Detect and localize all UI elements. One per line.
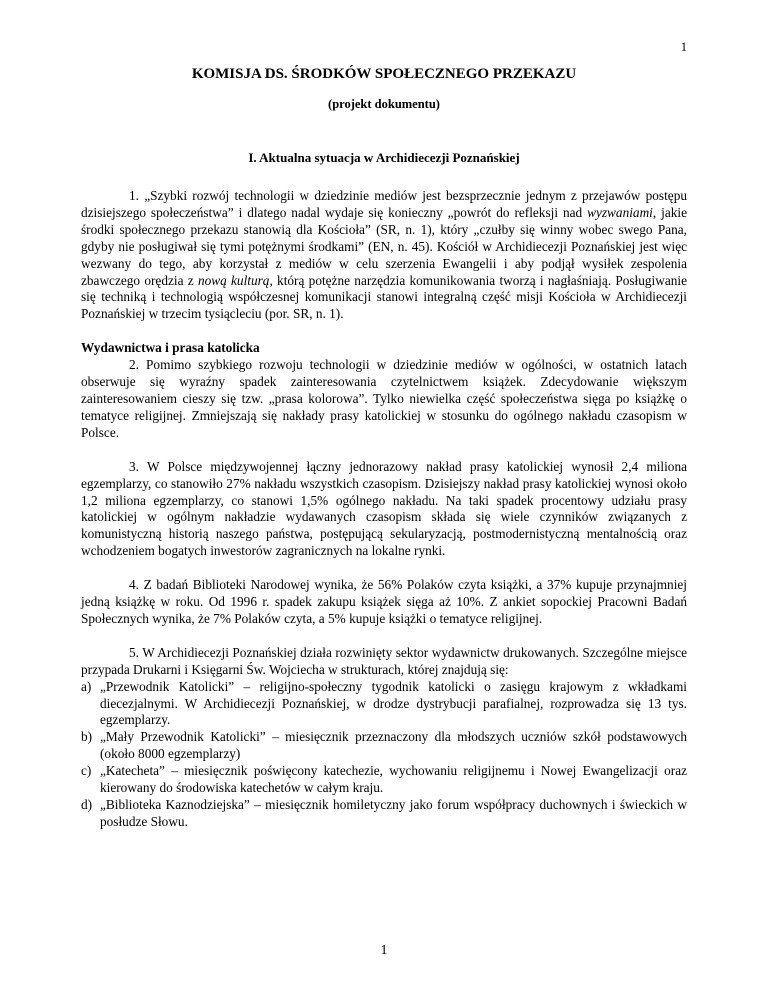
page-number-bottom: 1 [380,942,388,957]
list-item-text: „Biblioteka Kaznodziejska” – miesięcznik homiletyczny jako forum współpracy duchownych i świeckich w posłudze Słowu. [100,797,687,829]
list-item-text: „Mały Przewodnik Katolicki” – miesięcznik przeznaczony dla młodszych uczniów szkół podstawowych (około 8000 egzemplarzy) [100,729,687,762]
list-item [81,729,687,763]
paragraph-2: 2. Pomimo szybkiego rozwoju technologii w dziedzinie mediów w ogólności, w ostatnich latach obserwuje się wyraźny spadek zainteresowania czytelnictwem książek. Zdecydowanie większym zainteresowaniem cieszy się tzw. „prasa kolorowa”. Tylko niewielka część społeczeństwa sięga po książkę o tematyce religijnej. Zmniejszają się nakłady prasy katolickiej w stosunku do ogólnego nakładu czasopism w Polsce. [81,357,687,440]
publications-list [81,679,687,831]
list-item-label: a) [81,678,92,694]
document-subtitle: (projekt dokumentu) [328,97,440,111]
paragraph-1-part-a: 1. „Szybki rozwój technologii w dziedzinie mediów jest bezsprzecznie jednym z przejawów postępu dzisiejszego społeczeństwa” i dlatego nadal wydaje się konieczny „powrót do refleksji nad [81,188,687,220]
list-item [81,679,687,730]
paragraph-3: 3. W Polsce międzywojennej łączny jednorazowy nakład prasy katolickiej wynosił 2,4 miliona egzemplarzy, co stanowiło 27% nakładu wszystkich czasopism. Dzisiejszy nakład prasy katolickiej wynosi około 1,2 miliona egzemplarzy, co stanowi 1,5% ogólnego nakładu. Na taki spadek procentowy udziału prasy katolickiej w ogólnym nakładzie wydawanych czasopism składa się wiele czynników związanych z komunistyczną historią naszego państwa, postępującą sekularyzacją, postmodernistyczną mentalnością oraz wchodzeniem bogatych inwestorów zagranicznych na lokalne rynki. [81,458,687,559]
list-item-label: b) [81,729,93,745]
document-body [81,188,687,831]
list-item [81,763,687,797]
heading-wydawnictwa: Wydawnictwa i prasa katolicka [81,340,260,356]
paragraph-4: 4. Z badań Biblioteki Narodowej wynika, że 56% Polaków czyta książki, a 37% kupuje przynajmniej jedną książkę w roku. Od 1996 r. spadek zakupu książek sięga aż 10%. Z ankiet sopockiej Pracowni Badań Społecznych wynika, że 7% Polaków czyta, a 5% kupuje książki o tematyce religijnej. [81,577,687,626]
list-item-text: „Katecheta” – miesięcznik poświęcony katechezie, wychowaniu religijnemu i Nowej Ewangelizacji oraz kierowany do środowiska katechetów w całym kraju. [100,763,687,796]
list-item [81,797,687,831]
emphasis-wyzwaniami: wyzwaniami [587,204,653,220]
page-number-top: 1 [680,40,687,54]
paragraph-5: 5. W Archidiecezji Poznańskiej działa rozwinięty sektor wydawnictw drukowanych. Szczególne miejsce przypada Drukarni i Księgarni Św. Wojciecha w strukturach, której znajdują się: [81,644,687,677]
list-item-label: d) [81,797,93,812]
list-item-label: c) [81,763,92,779]
paragraph-1 [81,188,687,323]
section-title: I. Aktualna sytuacja w Archidiecezji Poznańskiej [248,150,520,165]
emphasis-nowa-kultura: nową kulturą [197,272,270,288]
list-item-text: „Przewodnik Katolicki” – religijno-społeczny tygodnik katolicki o zasięgu krajowym z wkładkami diecezjalnymi. W Archidiecezji Poznańskiej, w drodze dystrybucji parafialnej, rozprowadza się 13 tys. egzemplarzy. [100,678,687,728]
document-title: KOMISJA DS. ŚRODKÓW SPOŁECZNEGO PRZEKAZU [191,66,577,82]
paragraph-1-part-e: , którą potężne narzędzia komunikowania tworzą i nagłaśniają. Posługiwanie się techniką i technologią współczesnej komunikacji stanowi integralną część misji Kościoła w Archidiecezji Poznańskiej w trzecim tysiącleciu (por. SR, n. 1). [81,272,687,322]
paragraph-1-part-c: , jakie środki społecznego przekazu stanowią dla Kościoła” (SR, n. 1), który „czułby się winny wobec swego Pana, gdyby nie posługiwał się tymi potężnymi środkami” (EN, n. 45). Kościół w Archidiecezji Poznańskiej jest więc wezwany do tego, aby korzystał z mediów w celu szerzenia Ewangelii i aby podjął wysiłek zespolenia zbawczego orędzia z [81,204,687,288]
